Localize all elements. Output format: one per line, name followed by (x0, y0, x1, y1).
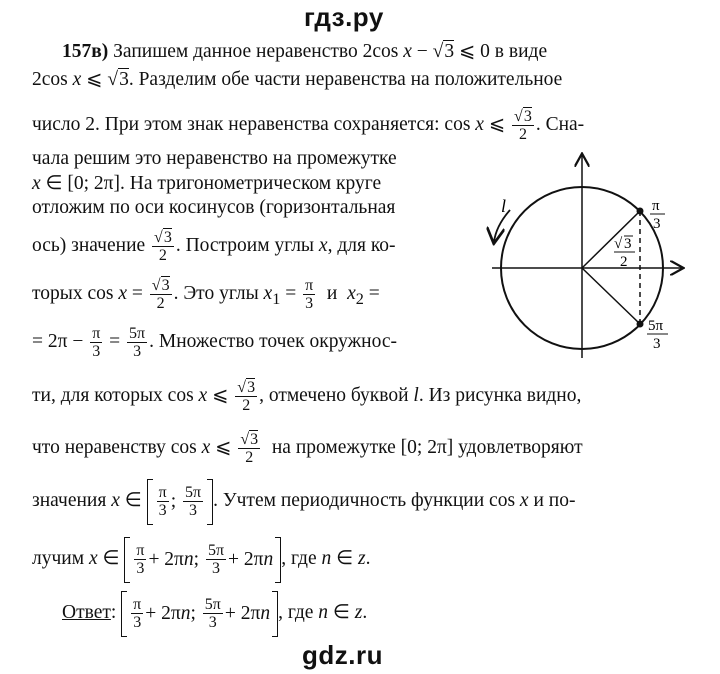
sqrt-radicand: 3 (119, 69, 129, 90)
fraction-sqrt3-over-2: $\frac{√3}{2}$ (151, 277, 170, 313)
var-x: x (118, 283, 128, 304)
text-line-7 (32, 224, 396, 268)
var-x: x (475, 114, 484, 135)
text-line-5 (32, 172, 381, 196)
text-run: . Разделим обе части неравенства на положительное (128, 69, 563, 90)
equals-sign: = (131, 283, 143, 304)
leq-sign: ⩽ (212, 385, 229, 406)
text-line-2: 2cos x ⩽ √3. Разделим обе части неравенства на положительное (32, 69, 563, 90)
interval-bracket: π 3 + 2π n ; 5π 3 + 2π n (124, 535, 281, 585)
point-5pi-3 (637, 321, 644, 328)
var-x: x (88, 548, 98, 569)
text-run: ти, для которых cos (32, 385, 194, 406)
var-x: x (72, 69, 82, 90)
text-line-13: лучим x ∈ π 3 + 2π n ; 5π 3 + 2π n , где n ∈ z. (32, 534, 370, 585)
watermark-top: гдз.ру (304, 2, 384, 32)
fraction-5pi-over-3: $\frac{5\pi}{3}$ (129, 325, 146, 361)
leq-sign: ⩽ (86, 69, 103, 90)
in-sign: ∈ (102, 548, 120, 569)
text-line-12 (32, 476, 575, 527)
equals-sign: = (109, 331, 121, 352)
label-sqrt3: 3 (624, 236, 632, 252)
var-z: z (354, 602, 363, 623)
text-line-3 (32, 103, 584, 147)
label-3: 3 (653, 336, 661, 352)
fraction-sqrt3-over-2: $\frac{√3}{2}$ (237, 379, 256, 415)
ray-5pi-3 (582, 268, 640, 324)
text-run: . Построим углы (175, 235, 315, 256)
equals-sign: = (368, 283, 380, 304)
in-sign: ∈ (332, 602, 350, 623)
text-run: значения (32, 490, 107, 511)
watermark-bottom: gdz.ru (302, 640, 383, 670)
unit-circle-figure (480, 150, 690, 360)
fraction-sqrt3-over-2: $\frac{√3}{2}$ (154, 229, 172, 265)
equals-sign: = (285, 283, 297, 304)
text-line-1: 157в) Запишем данное неравенство 2cos x − √3 ⩽ 0 в виде (62, 41, 548, 62)
var-x: x (111, 490, 120, 511)
text-run: Запишем данное неравенство 2cos (113, 41, 399, 62)
var-n: n (321, 548, 332, 569)
label-2: 2 (620, 254, 628, 270)
point-pi-3 (637, 208, 644, 215)
text-run: и (326, 283, 338, 304)
text-line-9 (32, 320, 397, 364)
answer-label: Ответ (62, 602, 111, 623)
interval-bracket: π 3 + 2π n ; 5π 3 + 2π n (121, 589, 278, 639)
fraction-pi-over-3: $\frac{\pi}{3}$ (305, 277, 314, 313)
in-sign: ∈ (336, 548, 354, 569)
interval-bracket: π 3 ; 5π 3 (147, 477, 213, 527)
var-x: x (32, 173, 41, 194)
label-3: 3 (653, 216, 661, 232)
var-x: x (198, 385, 208, 406)
text-line-11 (32, 426, 583, 470)
text-run: что неравенству cos (32, 437, 197, 458)
text-run: , где (278, 602, 314, 623)
text-run: и по- (533, 490, 576, 511)
sqrt-radicand: 3 (444, 41, 455, 62)
text-run: , для ко- (327, 235, 396, 256)
label-pi: π (652, 198, 660, 214)
text-run: торых cos (32, 283, 114, 304)
var-x2: x (347, 283, 356, 304)
text-run: 2cos (32, 69, 68, 90)
minus-sign: − (416, 41, 428, 62)
text-run: . Сна- (535, 114, 585, 135)
label-sqrt-sign: √ (614, 236, 623, 252)
text-run: на промежутке [0; 2π] удовлетворяют (271, 437, 583, 458)
var-x: x (403, 41, 412, 62)
text-line-10 (32, 374, 581, 418)
var-z: z (357, 548, 366, 569)
text-line-8 (32, 272, 380, 321)
text-run: ∈ [0; 2π]. На тригонометрическом круге (45, 173, 382, 194)
answer-line: Ответ: π 3 + 2π n ; 5π 3 + 2π n , где n ∈ z. (62, 588, 367, 639)
text-run: . Это углы (173, 283, 259, 304)
text-run: . Множество точек окружнос- (149, 331, 397, 352)
fraction-pi-over-3: $\frac{\pi}{3}$ (92, 325, 101, 361)
label-5pi: 5π (648, 318, 664, 334)
subscript-1: 1 (272, 289, 281, 308)
text-line-4: чала решим это неравенство на промежутке (32, 148, 397, 169)
text-run: , отмечено буквой (259, 385, 409, 406)
leq-sign: ⩽ (488, 114, 506, 135)
text-run: ось) значение (32, 235, 146, 256)
label-l: l (413, 385, 419, 406)
text-run: лучим (32, 548, 85, 569)
text-line-6: отложим по оси косинусов (горизонтальная (32, 197, 396, 218)
leq-sign: ⩽ (215, 437, 232, 458)
subscript-2: 2 (355, 289, 364, 308)
in-sign: ∈ (124, 490, 142, 511)
text-run: = 2π − (32, 331, 84, 352)
fraction-sqrt3-over-2: $\frac{√3}{2}$ (514, 108, 532, 144)
var-x1: x (263, 283, 273, 304)
text-run: , где (281, 548, 317, 569)
fraction-sqrt3-over-2: $\frac{√3}{2}$ (240, 431, 259, 467)
text-run: . Учтем периодичность функции cos (213, 490, 516, 511)
var-n: n (318, 602, 329, 623)
var-x: x (318, 235, 328, 256)
text-run: число 2. При этом знак неравенства сохраняется: cos (32, 114, 471, 135)
var-x: x (519, 490, 529, 511)
problem-number: 157в) (62, 41, 109, 62)
text-run: . Из рисунка видно, (418, 385, 582, 406)
text-run: ⩽ 0 в виде (458, 41, 548, 62)
arc-label-l: l (501, 196, 507, 216)
var-x: x (201, 437, 211, 458)
